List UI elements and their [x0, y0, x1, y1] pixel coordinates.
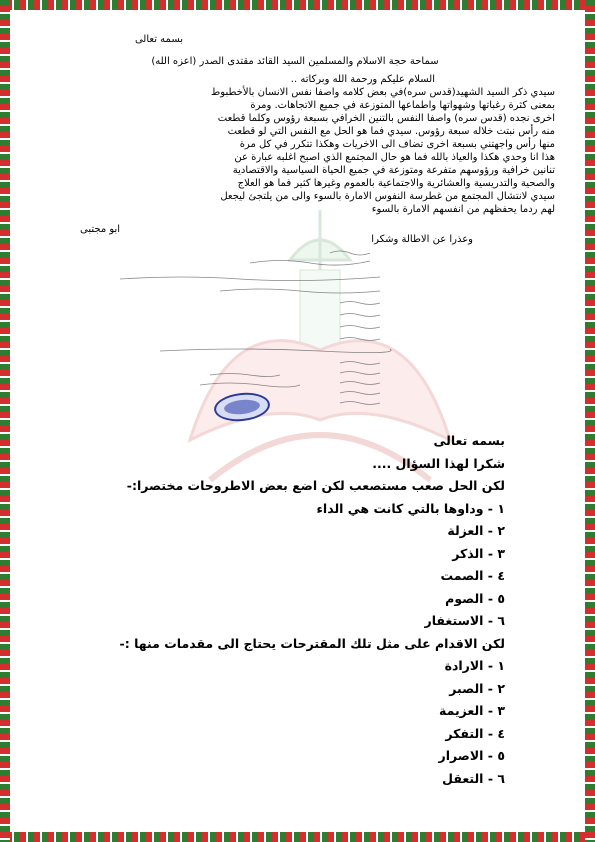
remedy-item: ٦ - الاستغفار — [424, 613, 505, 628]
decorative-border-left — [0, 0, 10, 842]
decorative-border-top — [0, 0, 595, 10]
letter-line: هذا انا وحدي هكذا والعياذ بالله فما هو حال المجتمع الذي اصبح اغلبه عبارة عن — [234, 152, 555, 163]
addressee-line: سماحة حجة الاسلام والمسلمين السيد القائد مقتدى الصدر (اعزه الله) — [151, 56, 439, 67]
prereq-item: ٥ - الاصرار — [438, 748, 505, 763]
letter-line: منها رأس واجهتني بسبعة اخرى تضاف الى الاخريات وهكذا تتكرر في كل مرة — [239, 139, 555, 150]
header-title: بسمه تعالى — [134, 34, 184, 45]
letter-line: بمعنى كثرة رغباتها وشهواتها واطماعها المتوزعة في جميع الاتجاهات. ومرة — [250, 100, 555, 111]
answer-section — [80, 430, 505, 790]
letter-line: تنانين خرافية ورؤوسهم متفرعة ومتوزعة في جميع الحياة السياسية والاقتصادية — [232, 165, 555, 176]
signature-name: ابو مجتبى — [80, 224, 121, 235]
answer-thanks: شكرا لهذا السؤال .... — [372, 455, 505, 471]
greeting-line: السلام عليكم ورحمة الله وبركاته .. — [290, 74, 435, 85]
letter-line: لهم ردما يحفظهم من انفسهم الامارة بالسوء — [371, 204, 555, 215]
letter-line: سيدي لانتشال المجتمع من غطرسة النفوس الامارة بالسوء والى من يلتجئ ليجعل — [220, 191, 555, 202]
prereq-item: ٦ - التعقل — [442, 770, 505, 786]
closing-line: وعذرا عن الاطالة وشكرا — [371, 234, 473, 245]
remedy-item: ٥ - الصوم — [445, 590, 505, 606]
letter-line: والصحية والتدريسية والعشائرية والاجتماعية بالعموم وغيرها كثير فما هو العلاج — [237, 178, 555, 189]
remedy-item: ٤ - الصمت — [440, 568, 505, 583]
letter-body — [75, 86, 555, 216]
prereq-item: ٤ - التفكر — [445, 725, 505, 741]
answer-intro: لكن الحل صعب مستصعب لكن اضع بعض الاطروحات مختصرا:- — [126, 478, 505, 493]
prereq-item: ١ - الارادة — [444, 658, 505, 673]
decorative-border-right — [585, 0, 595, 842]
prereq-item: ٢ - الصبر — [449, 680, 505, 696]
prereq-intro: لكن الاقدام على مثل تلك المقترحات يحتاج الى مقدمات منها :- — [119, 635, 505, 651]
remedy-item: ٢ - العزلة — [447, 523, 505, 538]
answer-title: بسمه تعالى — [433, 433, 505, 448]
remedy-item: ٣ - الذكر — [452, 545, 505, 561]
prereq-item: ٣ - العزيمة — [439, 703, 505, 718]
letter-line: منه رأس نبتت خلاله سبعة رؤوس. سيدي فما هو الحل مع النفس التي لو قطعت — [227, 126, 555, 137]
letter-line: سيدي ذكر السيد الشهيد(قدس سره)في بعض كلامه واصفا نفس الانسان بالأخطبوط — [211, 87, 555, 98]
remedy-item: ١ - وداوها بالتي كانت هي الداء — [316, 500, 505, 516]
decorative-border-bottom — [0, 832, 595, 842]
letter-line: اخرى نجده (قدس سره) واصفا النفس بالتنين الخرافي بسبعة رؤوس وكلما قطعت — [217, 113, 555, 124]
